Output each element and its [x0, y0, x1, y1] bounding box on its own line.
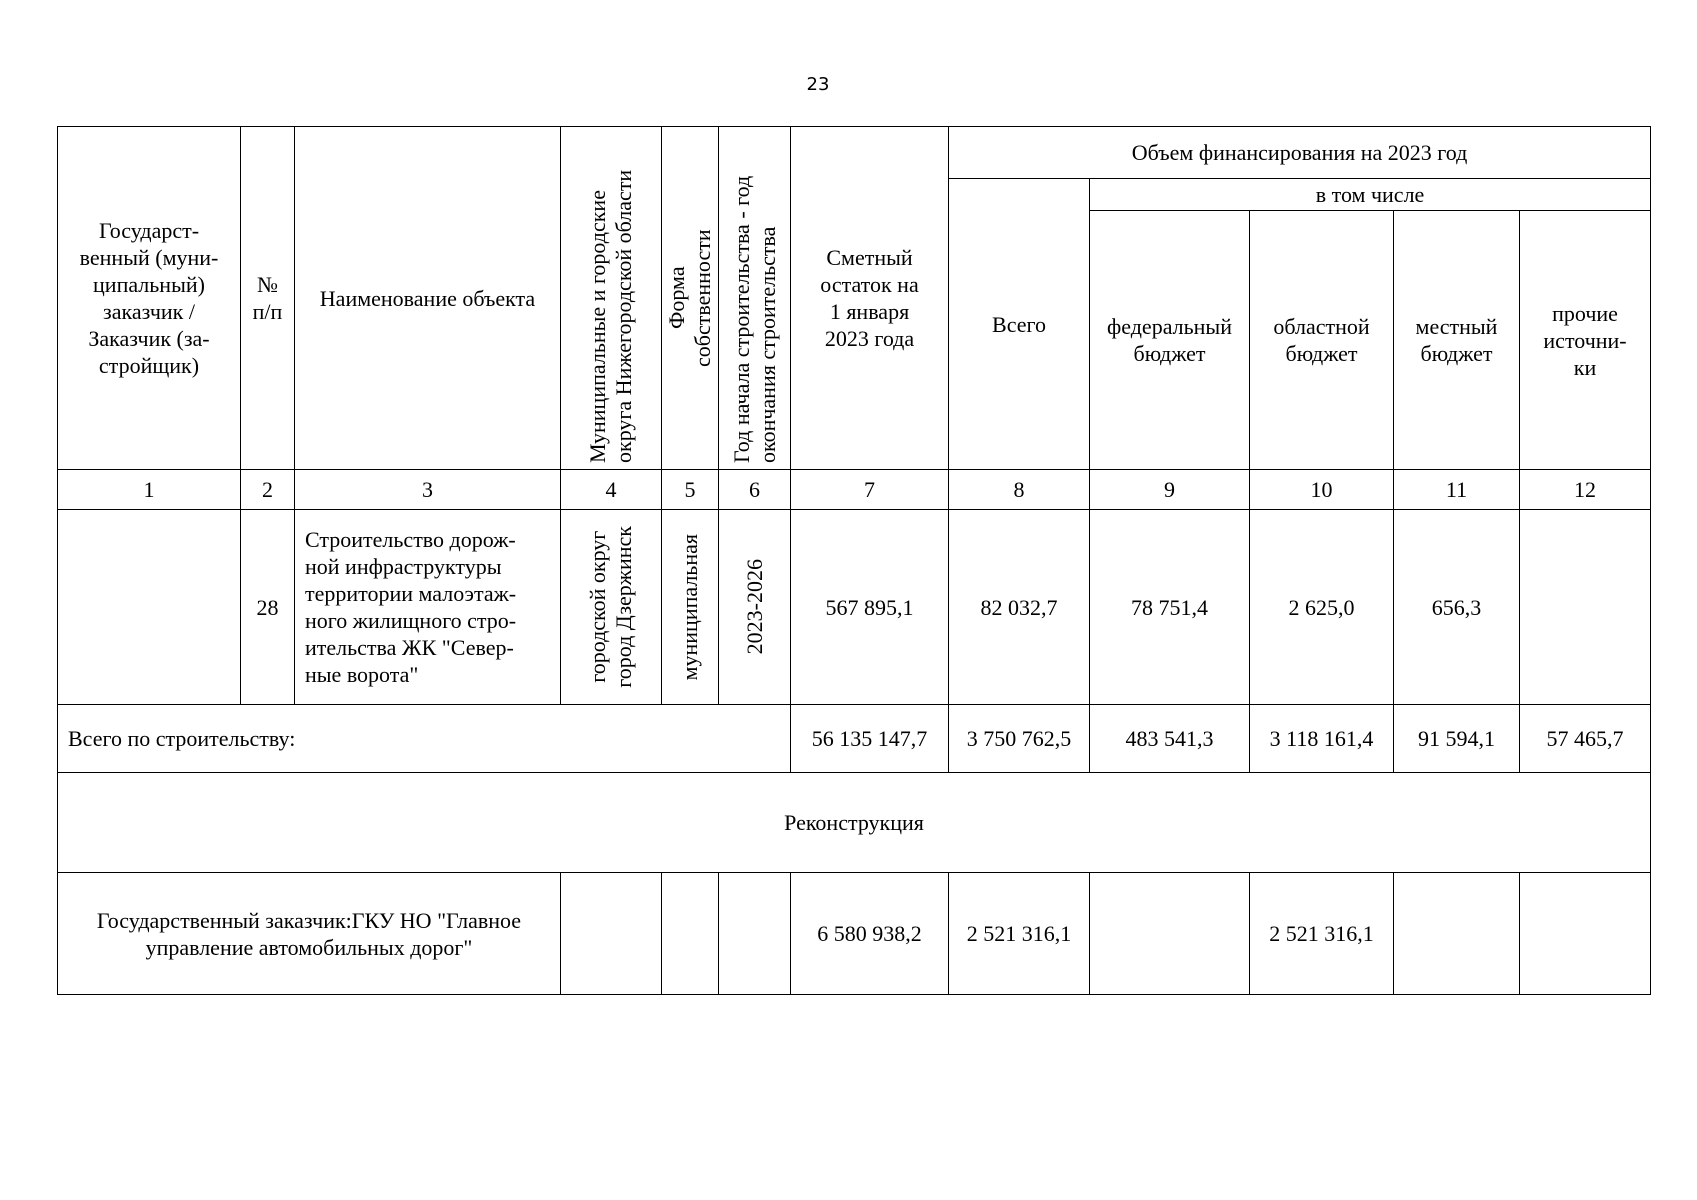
row-years-text: 2023-2026 [741, 559, 767, 655]
row-years [719, 510, 791, 705]
total-federal: 483 541,3 [1090, 705, 1250, 773]
column-number: 12 [1520, 470, 1651, 510]
row-municipality-text: городской округ город Дзержинск [585, 526, 636, 688]
header-funding-group: Объем финансирования на 2023 год [949, 127, 1651, 179]
column-number: 4 [561, 470, 662, 510]
table-row [58, 510, 1651, 705]
customer-estimate-balance: 6 580 938,2 [791, 873, 949, 995]
header-municipality [561, 127, 662, 470]
column-number: 7 [791, 470, 949, 510]
header-municipality-text: Муниципальные и городские округа Нижегородской области [585, 169, 636, 463]
customer-municipality [561, 873, 662, 995]
header-local: местный бюджет [1394, 211, 1520, 470]
financing-table [57, 126, 1651, 995]
header-including: в том числе [1090, 179, 1651, 211]
row-federal: 78 751,4 [1090, 510, 1250, 705]
customer-regional: 2 521 316,1 [1250, 873, 1394, 995]
header-total: Всего [949, 179, 1090, 470]
row-customer [58, 510, 241, 705]
column-number: 10 [1250, 470, 1394, 510]
column-number: 1 [58, 470, 241, 510]
total-other: 57 465,7 [1520, 705, 1651, 773]
row-municipality [561, 510, 662, 705]
row-ownership-text: муниципальная [677, 533, 702, 681]
header-regional: областной бюджет [1250, 211, 1394, 470]
header-number: № п/п [241, 127, 295, 470]
customer-federal [1090, 873, 1250, 995]
header-years [719, 127, 791, 470]
customer-label: Государственный заказчик:ГКУ НО "Главное управление автомобильных дорог" [58, 873, 561, 995]
header-federal: федеральный бюджет [1090, 211, 1250, 470]
column-number: 8 [949, 470, 1090, 510]
header-customer: Государст- венный (муни- ципальный) заказчик / Заказчик (за- стройщик) [58, 127, 241, 470]
column-number: 11 [1394, 470, 1520, 510]
customer-total: 2 521 316,1 [949, 873, 1090, 995]
column-number-row [58, 470, 1651, 510]
section-title: Реконструкция [58, 773, 1651, 873]
customer-row [58, 873, 1651, 995]
column-number: 9 [1090, 470, 1250, 510]
total-regional: 3 118 161,4 [1250, 705, 1394, 773]
total-local: 91 594,1 [1394, 705, 1520, 773]
column-number: 6 [719, 470, 791, 510]
header-row-1 [58, 127, 1651, 179]
row-object-name: Строительство дорож- ной инфраструктуры территории малоэтаж- ного жилищного стро- ительства ЖК "Север- ные ворота" [295, 510, 561, 705]
row-other [1520, 510, 1651, 705]
header-years-text: Год начала строительства - год окончания строительства [728, 175, 780, 463]
header-estimate-balance: Сметный остаток на 1 января 2023 года [791, 127, 949, 470]
total-estimate-balance: 56 135 147,7 [791, 705, 949, 773]
total-sum: 3 750 762,5 [949, 705, 1090, 773]
header-other: прочие источни- ки [1520, 211, 1651, 470]
total-construction-label: Всего по строительству: [58, 705, 791, 773]
header-object-name: Наименование объекта [295, 127, 561, 470]
total-construction-row [58, 705, 1651, 773]
page-number: 23 [806, 74, 830, 95]
header-ownership-text: Форма собственности [664, 229, 715, 367]
customer-ownership [662, 873, 719, 995]
header-ownership [662, 127, 719, 470]
row-total: 82 032,7 [949, 510, 1090, 705]
column-number: 2 [241, 470, 295, 510]
row-number: 28 [241, 510, 295, 705]
row-local: 656,3 [1394, 510, 1520, 705]
section-row [58, 773, 1651, 873]
row-estimate-balance: 567 895,1 [791, 510, 949, 705]
column-number: 3 [295, 470, 561, 510]
customer-local [1394, 873, 1520, 995]
row-ownership [662, 510, 719, 705]
column-number: 5 [662, 470, 719, 510]
customer-other [1520, 873, 1651, 995]
row-regional: 2 625,0 [1250, 510, 1394, 705]
customer-years [719, 873, 791, 995]
